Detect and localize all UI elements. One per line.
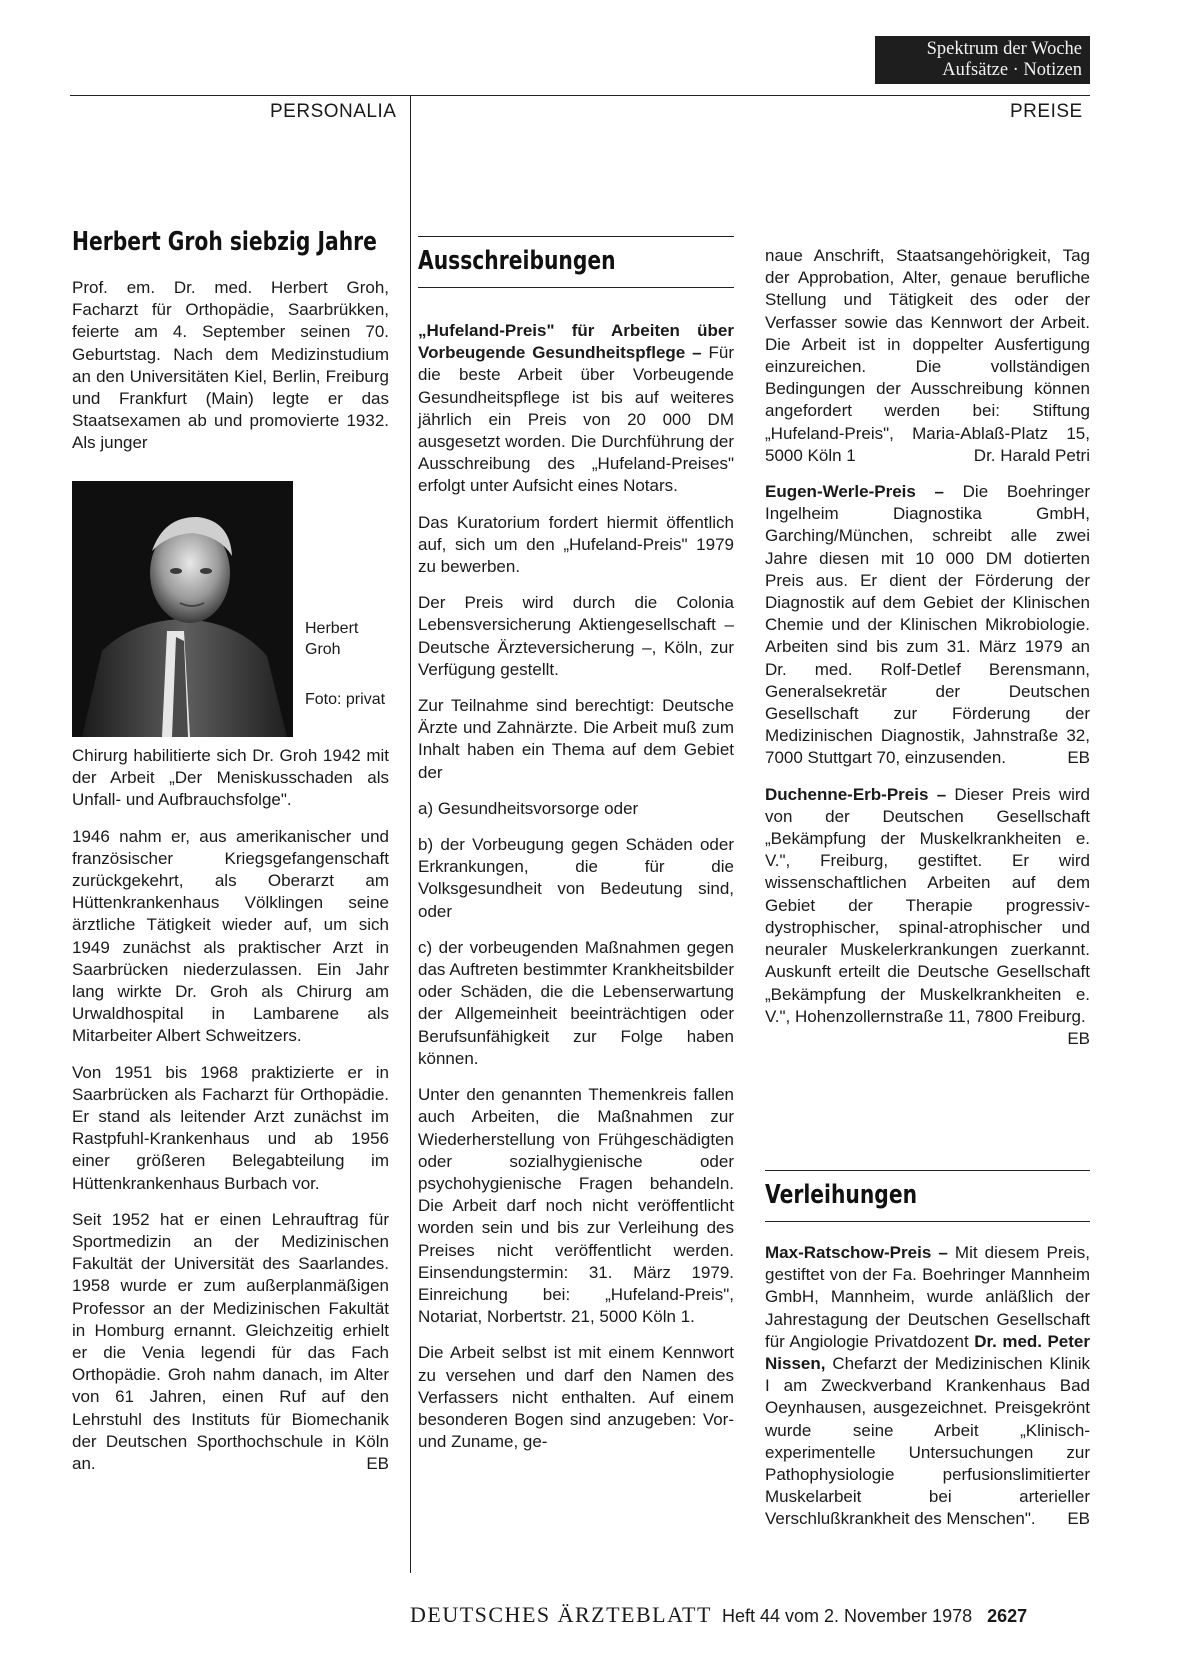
photo-credit: Foto: privat — [305, 691, 386, 708]
signature: EB — [1067, 748, 1090, 768]
heading-rule-top — [765, 1170, 1090, 1171]
photo-caption — [305, 618, 358, 660]
paragraph: Der Preis wird durch die Colonia Lebensversicherung Aktiengesellschaft – Deutsche Ärzteversicherung –, Köln, zur Verfügung gestellt. — [418, 593, 734, 679]
paragraph: a) Gesundheitsvorsorge oder — [418, 798, 639, 818]
paragraph-text: Mit diesem Preis, gestiftet von der Fa. Boehringer Mannheim GmbH, Mannheim, wurde anläßlich der Jahrestagung der Deutschen Gesellschaft für Angiologie Privatdozent — [765, 1243, 1091, 1351]
caption-name-1: Herbert — [305, 620, 359, 637]
page-number: 2627 — [987, 1606, 1028, 1626]
ausschreibungen-heading: Ausschreibungen — [418, 246, 616, 276]
paragraph: c) der vorbeugenden Maßnahmen gegen das Auftreten bestimmter Krankheitsbilder oder Schäden, die die Lebenserwartung der Allgemeinheit beeinträchtigen oder Berufsunfähigkeit zur Folge haben können. — [418, 937, 734, 1068]
paragraph: Chirurg habilitierte sich Dr. Groh 1942 mit der Arbeit „Der Meniskusschaden als Unfall- und Aufbrauchsfolge". — [72, 746, 389, 810]
heading-rule-bottom — [418, 287, 734, 288]
laureate-name: Dr. med. Peter Nissen, — [765, 1331, 1090, 1374]
prize-name: Duchenne-Erb-Preis – — [765, 784, 947, 804]
signature: EB — [1067, 1509, 1090, 1529]
preise-body — [765, 245, 1090, 1050]
paragraph-text: naue Anschrift, Staatsangehörigkeit, Tag der Approbation, Alter, genaue berufliche Stellung und Tätigkeit des oder der Verfasser sowie das Kennwort der Arbeit. Die Arbeit ist in doppelter Ausfertigung einzureichen. Die vollständigen Bedingungen der Ausschreibung können angefordert werden bei: Stiftung „Hufeland-Preis", Maria-Ablaß-Platz 15, 5000 Köln 1 — [765, 246, 1090, 465]
paragraph-text: Für die beste Arbeit über Vorbeugende Gesundheitspflege ist bis auf weiteres jährlich ein Preis von 20 000 DM ausgesetzt worden. Die Durchführung der Ausschreibung des „Hufeland-Preises" erfolgt unter Aufsicht eines Notars. — [418, 343, 734, 496]
caption-name-2: Groh — [305, 641, 341, 658]
paragraph: Prof. em. Dr. med. Herbert Groh, Facharzt für Orthopädie, Saarbrükken, feierte am 4. September seinen 70. Geburtstag. Nach dem Medizinstudium an den Universitäten Kiel, Berlin, Freiburg und Frankfurt (Main) legte er das Staatsexamen ab und promovierte 1932. Als junger — [72, 278, 389, 453]
ausschreibungen-body — [418, 320, 734, 1453]
badge-line-2: Aufsätze · Notizen — [942, 60, 1082, 80]
paragraph — [72, 1209, 389, 1475]
heading-rule-top — [418, 236, 734, 237]
paragraph — [765, 1242, 1090, 1531]
prize-name: Max-Ratschow-Preis – — [765, 1243, 948, 1262]
paragraph: b) der Vorbeugung gegen Schäden oder Erkrankungen, die für die Volksgesundheit von Bedeutung sind, oder — [418, 835, 734, 921]
paragraph — [765, 481, 1090, 770]
column-divider — [410, 95, 411, 1573]
prize-name: „Hufeland-Preis" für Arbeiten über Vorbeugende Gesundheitspflege – — [418, 321, 734, 363]
paragraph: Das Kuratorium fordert hiermit öffentlich auf, sich um den „Hufeland-Preis" 1979 zu bewerben. — [418, 512, 734, 577]
paragraph — [418, 320, 734, 498]
paragraph-text: Dieser Preis wird von der Deutschen Gesellschaft „Bekämpfung der Muskelkrankheiten e. V.", Freiburg, gestiftet. Er wird wissenschaftlichen Arbeiten auf dem Gebiet der Therapie progressiv-dystrophischer, spinal-atrophischer und neuraler Muskelerkrankungen zuerkannt. Auskunft erteilt die Deutsche Gesellschaft „Bekämpfung der Muskelkrankheiten e. V.", Hohenzollernstraße 11, 7800 Freiburg. — [765, 784, 1090, 1026]
paragraph — [765, 784, 1090, 1048]
paragraph: 1946 nahm er, aus amerikanischer und französischer Kriegsgefangenschaft zurückgekehrt, als Oberarzt am Hüttenkrankenhaus Völklingen seine ärztliche Tätigkeit wieder auf, um sich 1949 zunächst als praktischer Arzt in Saarbrücken niederzulassen. Ein Jahr lang wirkte Dr. Groh als Chirurg am Urwaldhospital in Lambarene als Mitarbeiter Albert Schweitzers. — [72, 826, 389, 1046]
heading-rule-bottom — [765, 1221, 1090, 1222]
verleihungen-body — [765, 1242, 1090, 1531]
signature: Dr. Harald Petri — [973, 445, 1090, 465]
article-title: Herbert Groh siebzig Jahre — [72, 227, 377, 257]
prize-name: Eugen-Werle-Preis – — [765, 482, 944, 502]
signature: EB — [1067, 1028, 1090, 1048]
section-label-personalia: PERSONALIA — [270, 101, 397, 122]
paragraph: Die Arbeit selbst ist mit einem Kennwort zu versehen und darf den Namen des Verfassers nicht enthalten. Auf einem besonderen Bogen sind anzugeben: Vor- und Zuname, ge- — [418, 1343, 734, 1452]
verleihungen-heading: Verleihungen — [765, 1180, 918, 1210]
section-badge — [875, 36, 1090, 84]
paragraph: Von 1951 bis 1968 praktizierte er in Saarbrücken als Facharzt für Orthopädie. Er stand als leitender Arzt zunächst im Rastpfuhl-Krankenhaus und ab 1956 einer größeren Belegabteilung im Hüttenkrankenhaus Burbach vor. — [72, 1062, 389, 1193]
portrait-illustration — [72, 481, 293, 737]
section-label-preise: PREISE — [1010, 101, 1083, 122]
paragraph — [765, 245, 1090, 467]
paragraph: Unter den genannten Themenkreis fallen auch Arbeiten, die Maßnahmen zur Wiederherstellung von Frühgeschädigten oder sozialhygienische oder psychohygienische Fragen behandeln. Die Arbeit darf noch nicht veröffentlicht worden sein und bis zur Verleihung des Preises nicht veröffentlicht werden. Einsendungstermin: 31. März 1979. Einreichung bei: „Hufeland-Preis", Notariat, Norbertstr. 21, 5000 Köln 1. — [418, 1085, 734, 1327]
paragraph: Zur Teilnahme sind berechtigt: Deutsche Ärzte und Zahnärzte. Die Arbeit muß zum Inhalt haben ein Thema auf dem Gebiet der — [418, 696, 734, 782]
badge-line-1: Spektrum der Woche — [926, 39, 1082, 59]
article-body — [72, 745, 389, 1475]
paragraph-text: Seit 1952 hat er einen Lehrauftrag für Sportmedizin an der Medizinischen Fakultät der Universität des Saarlandes. 1958 wurde er zum außerplanmäßigen Professor an der Medizinischen Fakultät in Homburg ernannt. Gleichzeitig erhielt er die Venia legendi für das Fach Orthopädie. Groh nahm danach, im Alter von 61 Jahren, einen Ruf auf den Lehrstuhl des Instituts für Biomechanik der Deutschen Sporthochschule in Köln an. — [72, 1209, 389, 1474]
magazine-name: DEUTSCHES ÄRZTEBLATT — [410, 1602, 712, 1627]
signature: EB — [366, 1454, 389, 1474]
paragraph-text: Die Boehringer Ingelheim Diagnostika GmbH, Garching/München, schreibt alle zwei Jahre diesen mit 10 000 DM dotierten Preis aus. Er dient der Förderung der Diagnostik auf dem Gebiet der Klinischen Chemie und der Klinischen Mikrobiologie. Arbeiten sind bis zum 31. März 1979 an Dr. med. Rolf-Detlef Berensmann, Generalsekretär der Deutschen Gesellschaft zur Förderung der Medizinischen Diagnostik, Jahnstraße 32, 7000 Stuttgart 70, einzusenden. — [765, 482, 1090, 768]
article-intro — [72, 277, 389, 469]
page-footer — [410, 1602, 1027, 1628]
top-rule — [70, 95, 1090, 96]
paragraph-text: Chefarzt der Medizinischen Klinik I am Zweckverband Krankenhaus Bad Oeynhausen, ausgezeichnet. Preisgekrönt wurde seine Arbeit „Klinisch-experimentelle Untersuchungen zur Pathophysiologie perfusionslimitierter Muskelarbeit bei arterieller Verschlußkrankheit des Menschen". — [765, 1354, 1090, 1529]
portrait-photo — [72, 481, 293, 737]
issue-info: Heft 44 vom 2. November 1978 — [721, 1606, 973, 1626]
